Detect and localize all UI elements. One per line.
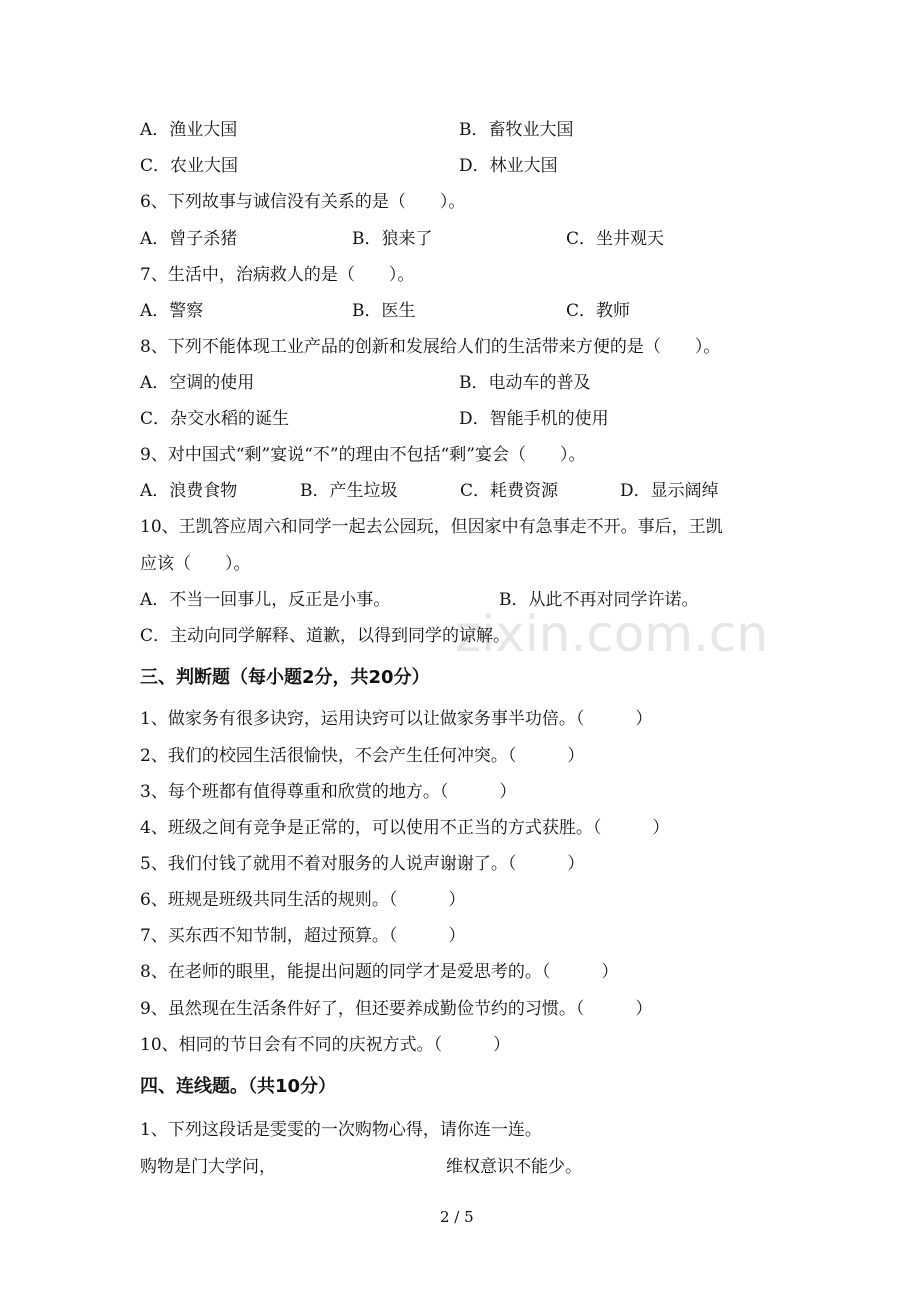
q9-option-a: A．浪费食物 <box>140 481 238 501</box>
q6-option-c: C．坐井观天 <box>566 229 665 249</box>
section4-heading: 四、连线题。（共10分） <box>140 1076 337 1097</box>
judgment-item: 10、相同的节日会有不同的庆祝方式。（ ） <box>140 1035 511 1055</box>
q7-option-b: B．医生 <box>352 301 416 321</box>
page-number: 2 / 5 <box>440 1208 474 1226</box>
q5-option-b: B．畜牧业大国 <box>459 120 574 140</box>
section3-heading: 三、判断题（每小题2分，共20分） <box>140 667 430 688</box>
judgment-item: 7、买东西不知节制，超过预算。（ ） <box>140 926 466 946</box>
judgment-item: 5、我们付钱了就用不着对服务的人说声谢谢了。（ ） <box>140 854 585 874</box>
judgment-item: 1、做家务有很多诀窍，运用诀窍可以让做家务事半功倍。（ ） <box>140 709 653 729</box>
q6-option-b: B．狼来了 <box>352 229 433 249</box>
matching-q1-stem: 1、下列这段话是雯雯的一次购物心得，请你连一连。 <box>140 1120 542 1140</box>
q8-option-c: C．杂交水稻的诞生 <box>140 409 290 429</box>
judgment-item: 8、在老师的眼里，能提出问题的同学才是爱思考的。（ ） <box>140 962 619 982</box>
matching-left-item: 购物是门大学问， <box>140 1157 276 1177</box>
q10-option-a: A．不当一回事儿，反正是小事。 <box>140 590 391 610</box>
q8-option-a: A．空调的使用 <box>140 373 255 393</box>
watermark: zixin.com.cn <box>455 605 769 663</box>
judgment-item: 2、我们的校园生活很愉快，不会产生任何冲突。（ ） <box>140 746 585 766</box>
q7-stem: 7、生活中，治病救人的是（ ）。 <box>140 265 415 285</box>
q5-option-c: C．农业大国 <box>140 156 239 176</box>
q10-option-c: C．主动向同学解释、道歉，以得到同学的谅解。 <box>140 626 511 646</box>
q9-option-c: C．耗费资源 <box>460 481 559 501</box>
q6-option-a: A．曾子杀猪 <box>140 229 238 249</box>
q6-stem: 6、下列故事与诚信没有关系的是（ ）。 <box>140 192 466 212</box>
q10-stem-line1: 10、王凯答应周六和同学一起去公园玩，但因家中有急事走不开。事后，王凯 <box>140 517 723 537</box>
judgment-item: 6、班规是班级共同生活的规则。（ ） <box>140 890 466 910</box>
q5-option-a: A．渔业大国 <box>140 120 238 140</box>
q7-option-a: A．警察 <box>140 301 204 321</box>
q8-stem: 8、下列不能体现工业产品的创新和发展给人们的生活带来方便的是（ ）。 <box>140 337 721 357</box>
q9-option-d: D．显示阔绰 <box>620 481 719 501</box>
judgment-item: 9、虽然现在生活条件好了，但还要养成勤俭节约的习惯。（ ） <box>140 999 653 1019</box>
q9-stem: 9、对中国式“剩”宴说“不”的理由不包括“剩”宴会（ ）。 <box>140 445 586 465</box>
judgment-item: 3、每个班都有值得尊重和欣赏的地方。（ ） <box>140 782 517 802</box>
q7-option-c: C．教师 <box>566 301 631 321</box>
q10-option-b: B．从此不再对同学许诺。 <box>499 590 699 610</box>
judgment-item: 4、班级之间有竞争是正常的，可以使用不正当的方式获胜。（ ） <box>140 818 670 838</box>
matching-right-item: 维权意识不能少。 <box>446 1157 582 1177</box>
q9-option-b: B．产生垃圾 <box>300 481 398 501</box>
q5-option-d: D．林业大国 <box>459 156 558 176</box>
q10-stem-line2: 应该（ ）。 <box>140 554 251 574</box>
q8-option-d: D．智能手机的使用 <box>459 409 609 429</box>
q8-option-b: B．电动车的普及 <box>459 373 591 393</box>
